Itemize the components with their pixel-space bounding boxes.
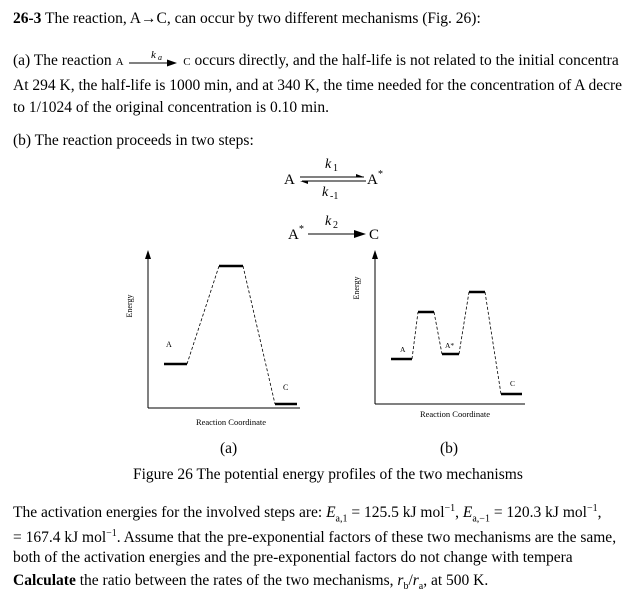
part-a-lead: (a) The reaction [13, 52, 112, 69]
svg-text:*: * [378, 169, 383, 180]
bottom-line2: = 167.4 kJ mol$^{-1}$. Assume that the pre-exponential factors of these two mechanisms are the same, [13, 528, 617, 547]
problem-heading [13, 9, 481, 29]
problem-heading-text: The reaction, A→C, can occur by two different mechanisms (Fig. 26): [45, 10, 481, 27]
two-step-scheme [280, 150, 400, 245]
bottom-line4: Calculate the ratio between the rates of the two mechanisms, $r_b/r_a$, at 500 K. [13, 572, 489, 593]
scheme-astar-left: A [288, 227, 299, 243]
km1-label: k [322, 185, 329, 200]
diagram-b-xlabel: Reaction Coordinate [419, 409, 491, 419]
energy-diagram-b [345, 246, 535, 436]
part-a-line3: to 1/1024 of the original concentration is 0.10 min. [13, 99, 329, 116]
part-a-line1 [13, 49, 619, 72]
diagram-a-label-c: C [283, 383, 289, 392]
svg-text:-1: -1 [330, 191, 339, 202]
diagram-b-label-a: A [400, 345, 406, 354]
caption-a: (a) [220, 440, 238, 457]
diagram-a-ylabel: Energy [125, 294, 134, 318]
bottom-line1-lead: The activation energies for the involved steps are: [13, 504, 323, 522]
scheme-c: C [369, 227, 380, 243]
figure-caption: Figure 26 The potential energy profiles of the two mechanisms [133, 466, 523, 483]
inline-reaction-arrow [127, 49, 179, 69]
inline-species-a: A [115, 56, 124, 68]
energy-diagram-a [118, 246, 308, 436]
k1-label: k [325, 157, 332, 172]
bottom-line3: both of the activation energies and the pre-exponential factors do not change with tempera [13, 549, 573, 566]
caption-b: (b) [440, 440, 459, 457]
problem-number: 26-3 [13, 10, 42, 27]
svg-text:*: * [299, 224, 304, 235]
svg-text:a: a [158, 53, 163, 62]
diagram-b-label-astar: A* [445, 341, 455, 350]
diagram-b-ylabel: Energy [352, 276, 361, 300]
k2-label: k [325, 214, 332, 229]
bottom-line1: The activation energies for the involved steps are: $E_{a,1} = 125.5$ kJ mol$^{-1}$, $E_{a,-1} = 120.3$ kJ mol$^{-1}$, [13, 503, 602, 525]
diagram-a-xlabel: Reaction Coordinate [195, 417, 267, 427]
inline-rate-constant: k [151, 49, 157, 61]
inline-species-c: C [183, 56, 191, 68]
svg-text:2: 2 [333, 220, 338, 231]
scheme-a: A [284, 172, 295, 188]
part-a-tail: occurs directly, and the half-life is not related to the initial concentra [194, 52, 619, 69]
scheme-astar-right: A [367, 172, 378, 188]
diagram-b-label-c: C [510, 379, 516, 388]
part-b-lead: (b) The reaction proceeds in two steps: [13, 132, 254, 149]
diagram-a-label-a: A [166, 340, 172, 349]
svg-text:1: 1 [333, 163, 338, 174]
part-a-line2: At 294 K, the half-life is 1000 min, and at 340 K, the time needed for the concentration of A decre [13, 77, 623, 94]
